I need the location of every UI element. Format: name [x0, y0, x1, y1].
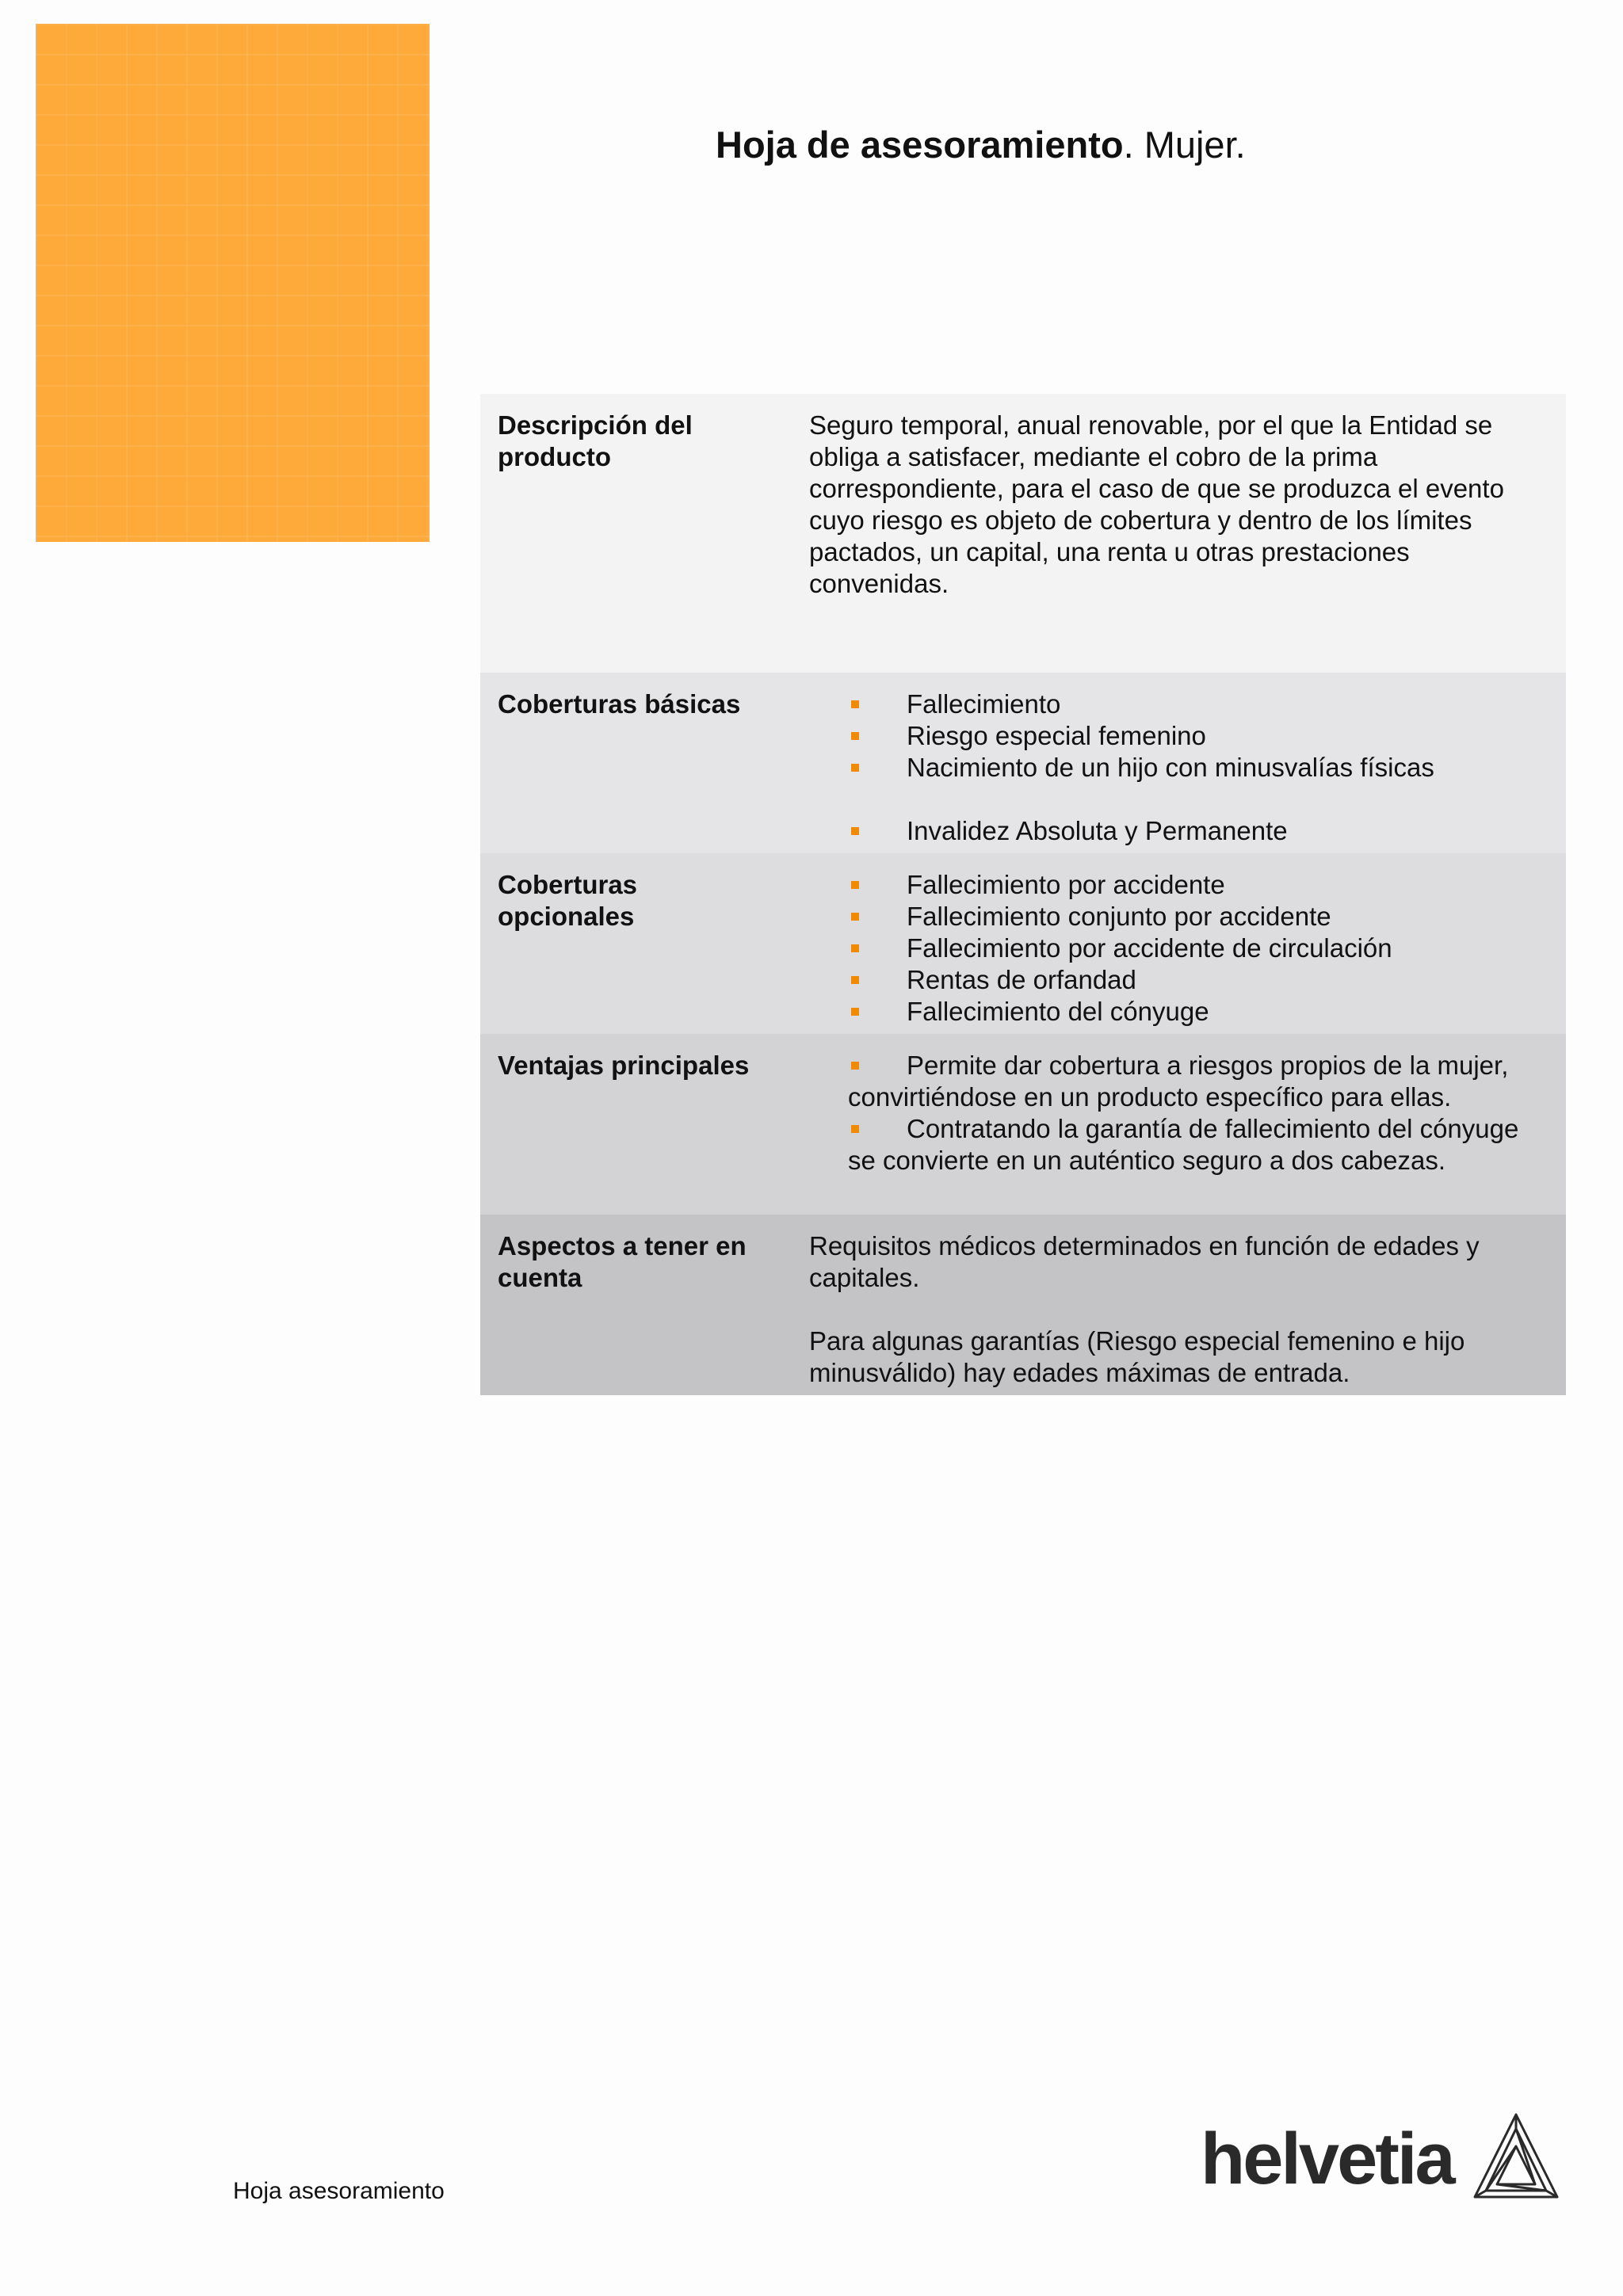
square-bullet-icon [851, 944, 859, 952]
row-label-coberturas-basicas: Coberturas básicas [498, 689, 741, 719]
list-item-text: Riesgo especial femenino [907, 721, 1206, 750]
square-bullet-icon [851, 764, 859, 772]
list-item-text: Contratando la garantía de fallecimiento del cónyuge se convierte en un auténtico seguro a dos cabezas. [848, 1114, 1519, 1175]
square-bullet-icon [851, 732, 859, 740]
square-bullet-icon [851, 700, 859, 708]
square-bullet-icon [851, 1008, 859, 1016]
row-descripcion [480, 394, 1566, 673]
title-bold: Hoja de asesoramiento [716, 124, 1124, 166]
product-description [809, 410, 1546, 600]
list-item [848, 933, 1553, 964]
aspectos-paragraph: Para algunas garantías (Riesgo especial femenino e hijo minusválido) hay edades máximas de entrada. [809, 1326, 1465, 1387]
list-item [848, 996, 1553, 1028]
row-label-coberturas-opcionales: Coberturas opcionales [498, 870, 638, 931]
row-aspectos [480, 1215, 1566, 1395]
triangle-logo-icon [1472, 2111, 1560, 2203]
square-bullet-icon [851, 827, 859, 835]
logo-wordmark: helvetia [1201, 2119, 1453, 2199]
list-item [848, 964, 1553, 996]
page-title [716, 123, 1246, 167]
list-item-text: Invalidez Absoluta y Permanente [907, 816, 1288, 845]
title-rest: . Mujer. [1123, 124, 1246, 166]
row-coberturas-basicas [480, 673, 1566, 853]
list-item-text: Fallecimiento por accidente de circulación [907, 933, 1392, 963]
square-bullet-icon [851, 1125, 859, 1133]
row-coberturas-opcionales [480, 853, 1566, 1034]
square-bullet-icon [851, 913, 859, 921]
row-ventajas [480, 1034, 1566, 1215]
list-item-text: Fallecimiento [907, 689, 1061, 719]
list-item [848, 901, 1553, 933]
helvetia-logo [1201, 2111, 1565, 2206]
list-item [848, 1113, 1553, 1177]
list-item [848, 688, 1553, 720]
list-item [848, 720, 1553, 752]
list-item-text: Rentas de orfandad [907, 965, 1136, 994]
list-item-text: Fallecimiento del cónyuge [907, 997, 1209, 1026]
list-item-text: Permite dar cobertura a riesgos propios de la mujer, convirtiéndose en un producto específico para ellas. [848, 1051, 1509, 1112]
footer-label: Hoja asesoramiento [233, 2178, 445, 2204]
coberturas-basicas-list [848, 688, 1553, 847]
list-item-text: Fallecimiento conjunto por accidente [907, 902, 1331, 931]
decorative-orange-block [36, 24, 430, 542]
list-item [848, 752, 1553, 784]
row-label-aspectos: Aspectos a tener en cuenta [498, 1231, 747, 1292]
row-label-ventajas: Ventajas principales [498, 1051, 750, 1080]
list-item-text: Fallecimiento por accidente [907, 870, 1225, 899]
row-label-descripcion: Descripción del producto [498, 410, 693, 471]
product-info-table [480, 394, 1566, 1395]
list-item [848, 1050, 1553, 1113]
list-item [848, 815, 1553, 847]
square-bullet-icon [851, 976, 859, 984]
list-item-text: Nacimiento de un hijo con minusvalías físicas [907, 753, 1434, 782]
aspectos-paragraph: Requisitos médicos determinados en función de edades y capitales. [809, 1231, 1480, 1292]
ventajas-list [848, 1050, 1553, 1177]
description-text: Seguro temporal, anual renovable, por el que la Entidad se obliga a satisfacer, mediante el cobro de la prima correspondiente, para el caso de que se produzca el evento cuyo riesgo es objeto de cobertura y dentro de los límites pactados, un capital, una renta u otras prestaciones convenidas. [809, 410, 1504, 598]
coberturas-opcionales-list [848, 869, 1553, 1028]
square-bullet-icon [851, 881, 859, 889]
aspectos-content [809, 1230, 1546, 1389]
square-bullet-icon [851, 1062, 859, 1070]
list-item [848, 869, 1553, 901]
